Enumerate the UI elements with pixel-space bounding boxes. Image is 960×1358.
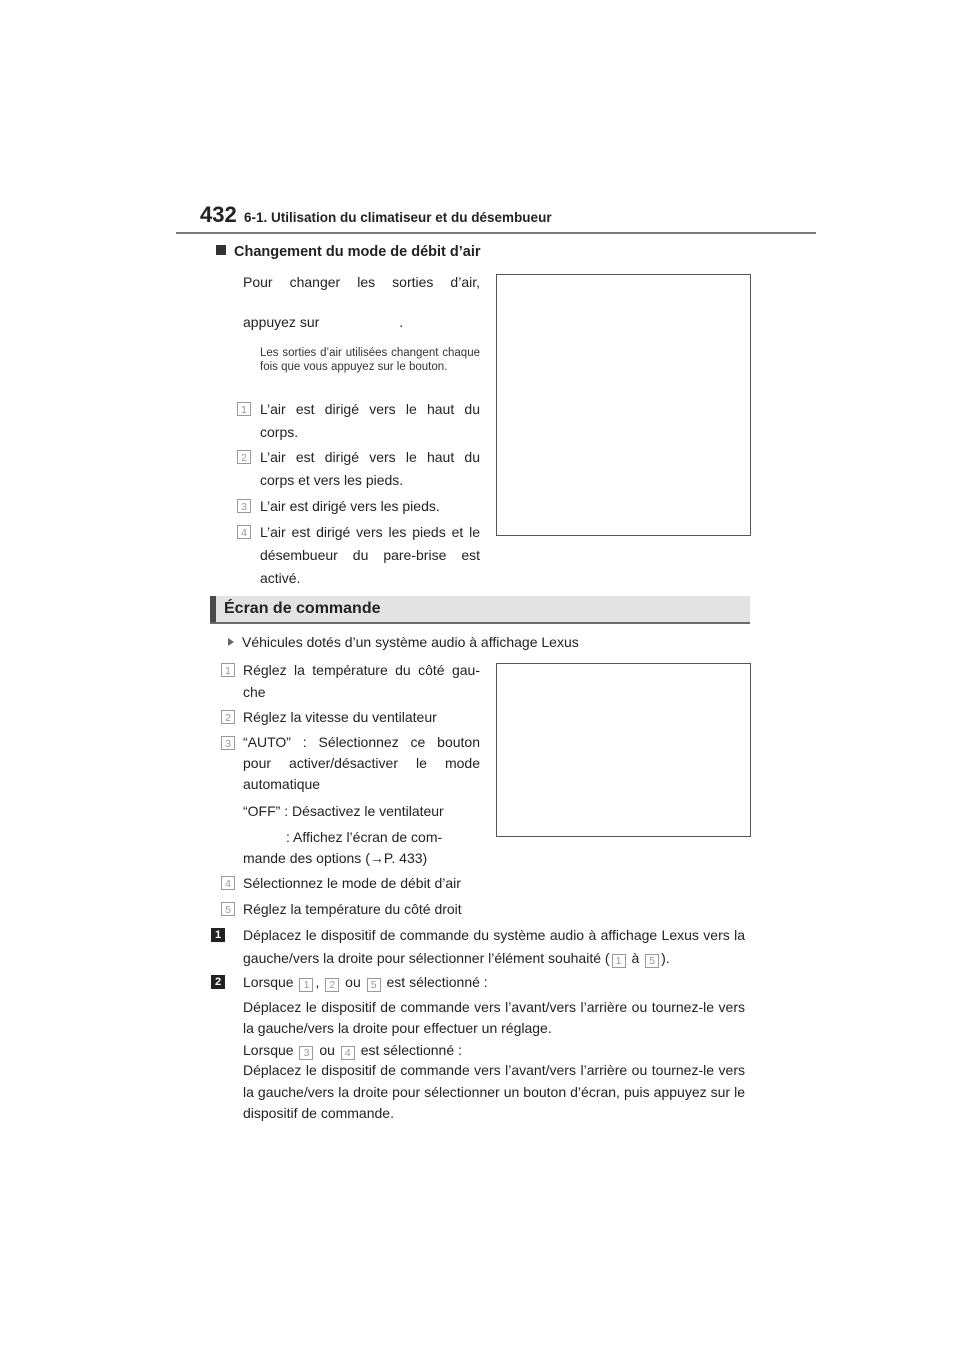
step-2-ref-1: 1 [299, 978, 313, 992]
step-1-badge: 1 [211, 928, 225, 942]
step-1-ref-a: 1 [612, 954, 626, 968]
airflow-num-1: 1 [237, 402, 251, 416]
step-2-ref-2: 2 [325, 978, 339, 992]
step-1-ref-b: 5 [645, 954, 659, 968]
control-off-text: “OFF” : Désactivez le ventilateur [243, 803, 444, 819]
step-2-badge: 2 [211, 975, 225, 989]
step-1-text: Déplacez le dispositif de commande du système audio à affichage Lexus vers la gauche/vers la droite pour sélectionner l’élément souhaité ( 1 à 5 ). [243, 927, 745, 967]
airflow-subtitle: Changement du mode de débit d’air [216, 244, 481, 260]
control-item-2: Réglez la vitesse du ventilateur [243, 709, 437, 725]
control-screen-illustration-placeholder [496, 663, 751, 837]
step-2-line2: Lorsque 3 ou 4 est sélectionné : [243, 1042, 462, 1059]
section-header-bar [210, 596, 216, 624]
airflow-item-3: L’air est dirigé vers les pieds. [260, 498, 440, 514]
airflow-num-3: 3 [237, 499, 251, 513]
airflow-intro-line1: Pour changer les sorties d’air, [243, 274, 480, 290]
control-num-3: 3 [221, 736, 235, 750]
airflow-num-2: 2 [237, 450, 251, 464]
step-2-ref-4: 3 [299, 1046, 313, 1060]
header-rule [176, 232, 816, 234]
control-item-4: Sélectionnez le mode de débit d’air [243, 875, 461, 891]
square-bullet-icon [216, 245, 226, 255]
airflow-item-4: L’air est dirigé vers les pieds et le désembueur du pare-brise est activé. [260, 524, 480, 586]
page-number: 432 [200, 202, 237, 227]
control-num-2: 2 [221, 710, 235, 724]
airflow-item-1: L’air est dirigé vers le haut du corps. [260, 401, 480, 440]
step-2-ref-5: 4 [341, 1046, 355, 1060]
airflow-item-2: L’air est dirigé vers le haut du corps et vers les pieds. [260, 449, 480, 488]
step-2-para2: Déplacez le dispositif de commande vers l’avant/vers l’arrière ou tournez-le vers la gauche/vers la droite pour sélectionner un bouton d’écran, puis appuyez sur le dispositif de commande. [243, 1062, 745, 1121]
control-item-5: Réglez la température du côté droit [243, 901, 462, 917]
control-options-line1: : Affichez l’écran de com- [286, 829, 443, 845]
step-2-ref-3: 5 [367, 978, 381, 992]
triangle-bullet-icon [228, 638, 234, 646]
control-num-4: 4 [221, 876, 235, 890]
control-item-1: Réglez la température du côté gau-che [243, 662, 480, 700]
chapter-title: 6-1. Utilisation du climatiseur et du désembueur [244, 210, 552, 225]
section-header [210, 596, 750, 624]
step-2-line1: Lorsque 1 , 2 ou 5 est sélectionné : [243, 974, 488, 991]
section-header-rule [210, 622, 750, 624]
step-2-para1: Déplacez le dispositif de commande vers l’avant/vers l’arrière ou tournez-le vers la gauche/vers la droite pour effectuer un réglage. [243, 999, 745, 1036]
control-options-line2: mande des options (→P. 433) [243, 850, 428, 866]
section-title: Écran de commande [224, 600, 381, 617]
control-item-3: “AUTO” : Sélectionnez ce bouton pour activer/désactiver le mode automatique [243, 734, 480, 792]
control-num-1: 1 [221, 663, 235, 677]
control-num-5: 5 [221, 902, 235, 916]
vehicle-bullet: Véhicules dotés d’un système audio à affichage Lexus [228, 631, 579, 654]
airflow-intro-line2: appuyez sur . [243, 314, 404, 330]
airflow-illustration-placeholder [496, 274, 751, 536]
airflow-note: Les sorties d’air utilisées changent chaque fois que vous appuyez sur le bouton. [260, 347, 480, 373]
airflow-num-4: 4 [237, 525, 251, 539]
